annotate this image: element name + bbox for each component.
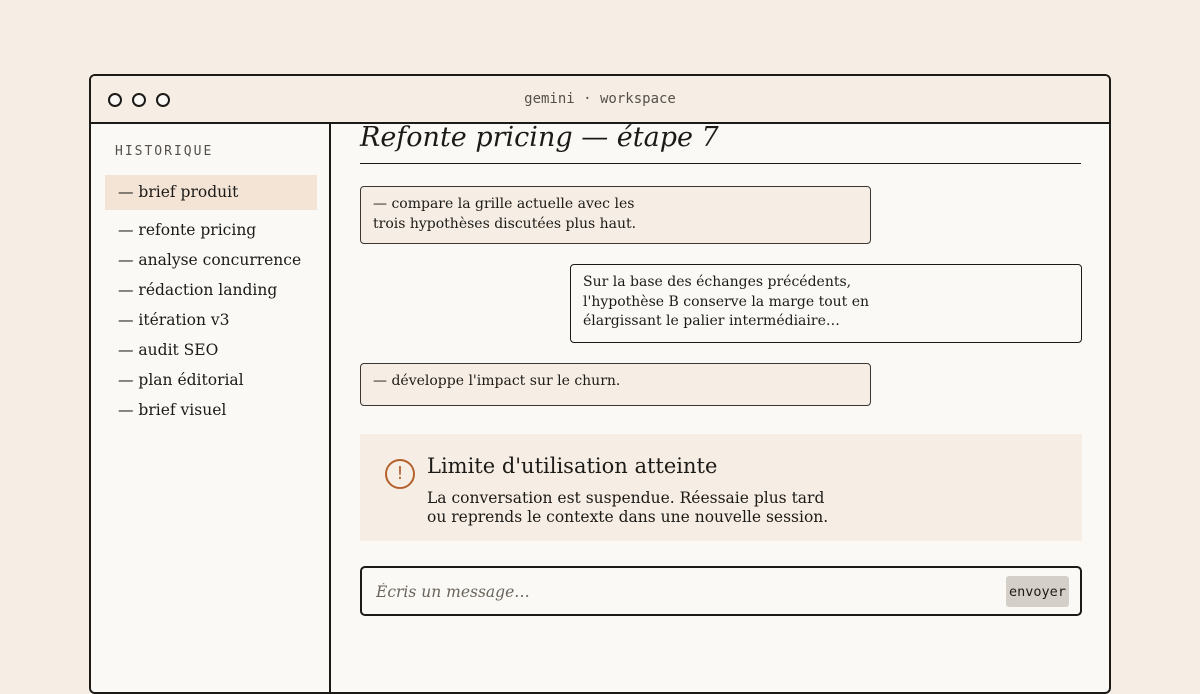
message-composer (360, 566, 1082, 616)
sidebar-item-brief-produit[interactable]: — brief produit (105, 175, 317, 210)
send-button[interactable]: envoyer (1006, 576, 1069, 607)
message-line: Sur la base des échanges précédents, (583, 274, 852, 290)
message-input[interactable] (376, 578, 996, 606)
history-heading: HISTORIQUE (115, 144, 214, 159)
conversation-title: Refonte pricing — étape 7 (360, 122, 719, 153)
sidebar-item-redaction-landing[interactable]: — rédaction landing (118, 281, 278, 299)
message-line: élargissant le palier intermédiaire… (583, 313, 840, 329)
history-sidebar (91, 124, 331, 694)
assistant-message (570, 264, 1082, 343)
user-message (360, 363, 871, 406)
message-line: l'hypothèse B conserve la marge tout en (583, 293, 870, 310)
sidebar-item-analyse-concurrence[interactable]: — analyse concurrence (118, 251, 302, 269)
message-line: trois hypothèses discutées plus haut. (373, 215, 637, 232)
message-line: — développe l'impact sur le churn. (373, 373, 621, 389)
title-bar (91, 76, 1109, 124)
user-message (360, 186, 871, 244)
sidebar-item-iteration-v3[interactable]: — itération v3 (118, 311, 230, 329)
sidebar-item-refonte-pricing[interactable]: — refonte pricing (118, 221, 257, 239)
alert-circle-icon: ! (385, 459, 415, 489)
app-window (89, 74, 1111, 694)
notice-line: ou reprends le contexte dans une nouvelle session. (427, 507, 829, 526)
notice-line: La conversation est suspendue. Réessaie plus tard (427, 489, 825, 507)
message-line: — compare la grille actuelle avec les (373, 196, 635, 212)
title-divider (360, 163, 1081, 164)
sidebar-item-audit-seo[interactable]: — audit SEO (118, 341, 219, 359)
chat-panel (333, 124, 1111, 694)
notice-title: Limite d'utilisation atteinte (427, 454, 718, 478)
window-title: gemini · workspace (524, 91, 676, 107)
notice-body (427, 489, 828, 526)
sidebar-item-brief-visuel[interactable]: — brief visuel (118, 401, 227, 419)
sidebar-item-plan-editorial[interactable]: — plan éditorial (118, 371, 244, 389)
usage-limit-notice (360, 434, 1082, 541)
